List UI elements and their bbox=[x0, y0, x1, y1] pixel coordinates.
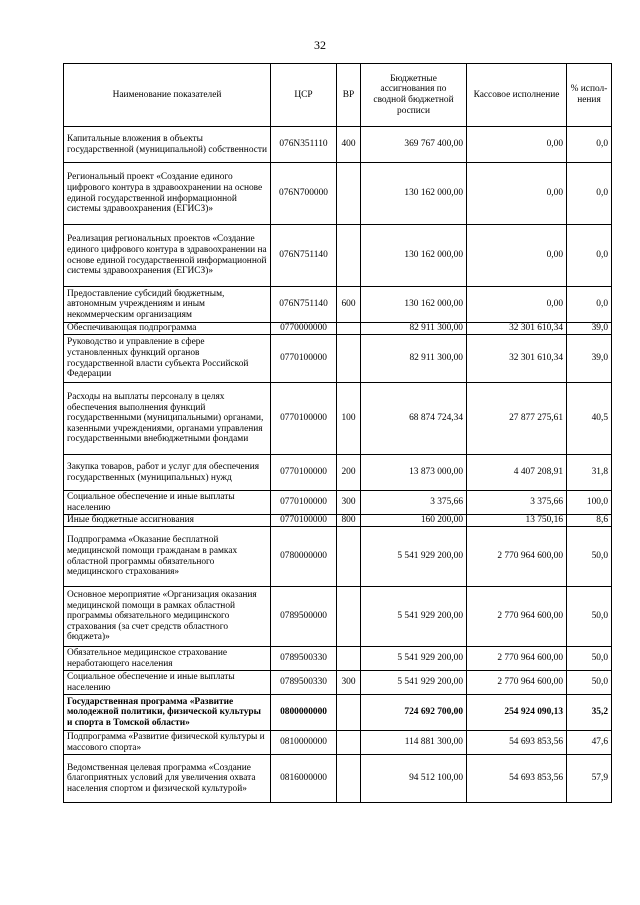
row-percent-cell: 50,0 bbox=[567, 527, 612, 587]
table-body bbox=[64, 127, 612, 803]
table-row bbox=[64, 287, 612, 323]
table-row bbox=[64, 647, 612, 671]
row-code-cell: 0770100000 bbox=[271, 455, 337, 491]
row-execution-cell: 0,00 bbox=[467, 225, 567, 287]
row-assignments-cell: 724 692 700,00 bbox=[361, 695, 467, 731]
row-assignments-cell: 114 881 300,00 bbox=[361, 731, 467, 755]
row-percent-cell: 39,0 bbox=[567, 323, 612, 335]
row-execution-cell: 0,00 bbox=[467, 163, 567, 225]
row-name-cell: Предоставление субсидий бюджетным, автономным учреждениям и иным некоммерческим организациям bbox=[64, 287, 271, 323]
table-header-row bbox=[64, 64, 612, 127]
header-percent: % испол-нения bbox=[567, 64, 612, 127]
row-vr-cell: 300 bbox=[337, 491, 361, 515]
row-percent-cell: 8,6 bbox=[567, 515, 612, 527]
row-name-cell: Социальное обеспечение и иные выплаты населению bbox=[64, 671, 271, 695]
table-row bbox=[64, 491, 612, 515]
row-execution-cell: 4 407 208,91 bbox=[467, 455, 567, 491]
row-percent-cell: 50,0 bbox=[567, 671, 612, 695]
row-percent-cell: 0,0 bbox=[567, 163, 612, 225]
row-vr-cell bbox=[337, 335, 361, 383]
table-row bbox=[64, 163, 612, 225]
row-execution-cell: 54 693 853,56 bbox=[467, 731, 567, 755]
row-code-cell: 0770000000 bbox=[271, 323, 337, 335]
row-assignments-cell: 5 541 929 200,00 bbox=[361, 647, 467, 671]
row-percent-cell: 47,6 bbox=[567, 731, 612, 755]
row-assignments-cell: 68 874 724,34 bbox=[361, 383, 467, 455]
header-assignments: Бюджетные ассигнования по сводной бюджетной росписи bbox=[361, 64, 467, 127]
row-code-cell: 0789500330 bbox=[271, 671, 337, 695]
row-vr-cell: 200 bbox=[337, 455, 361, 491]
row-name-cell: Обеспечивающая подпрограмма bbox=[64, 323, 271, 335]
row-code-cell: 0780000000 bbox=[271, 527, 337, 587]
row-name-cell: Реализация региональных проектов «Создание единого цифрового контура в здравоохранении на основе единой государственной информационной системы здравоохранения (ЕГИСЗ)» bbox=[64, 225, 271, 287]
row-execution-cell: 32 301 610,34 bbox=[467, 335, 567, 383]
row-assignments-cell: 3 375,66 bbox=[361, 491, 467, 515]
row-code-cell: 0770100000 bbox=[271, 491, 337, 515]
table-row bbox=[64, 587, 612, 647]
row-execution-cell: 2 770 964 600,00 bbox=[467, 587, 567, 647]
row-name-cell: Государственная программа «Развитие молодежной политики, физической культуры и спорта в Томской области» bbox=[64, 695, 271, 731]
row-vr-cell bbox=[337, 323, 361, 335]
row-percent-cell: 31,8 bbox=[567, 455, 612, 491]
row-vr-cell: 400 bbox=[337, 127, 361, 163]
row-assignments-cell: 82 911 300,00 bbox=[361, 335, 467, 383]
page-number: 32 bbox=[314, 38, 326, 52]
row-code-cell: 0770100000 bbox=[271, 335, 337, 383]
row-assignments-cell: 130 162 000,00 bbox=[361, 163, 467, 225]
row-name-cell: Капитальные вложения в объекты государственной (муниципальной) собственности bbox=[64, 127, 271, 163]
row-assignments-cell: 130 162 000,00 bbox=[361, 225, 467, 287]
row-name-cell: Руководство и управление в сфере установленных функций органов государственной власти субъекта Российской Федерации bbox=[64, 335, 271, 383]
row-name-cell: Подпрограмма «Оказание бесплатной медицинской помощи гражданам в рамках областной программы обязательного медицинского страхования» bbox=[64, 527, 271, 587]
row-assignments-cell: 5 541 929 200,00 bbox=[361, 527, 467, 587]
row-code-cell: 076N751140 bbox=[271, 287, 337, 323]
row-execution-cell: 2 770 964 600,00 bbox=[467, 671, 567, 695]
row-assignments-cell: 160 200,00 bbox=[361, 515, 467, 527]
row-name-cell: Ведомственная целевая программа «Создание благоприятных условий для увеличения охвата населения спортом и физической культурой» bbox=[64, 755, 271, 803]
table-row bbox=[64, 225, 612, 287]
row-vr-cell bbox=[337, 527, 361, 587]
row-name-cell: Расходы на выплаты персоналу в целях обеспечения выполнения функций государственными (муниципальными) органами, казенными учреждениями, органами управления государственными внебюджетными фондами bbox=[64, 383, 271, 455]
row-code-cell: 0789500330 bbox=[271, 647, 337, 671]
table-row bbox=[64, 515, 612, 527]
row-code-cell: 0816000000 bbox=[271, 755, 337, 803]
row-vr-cell bbox=[337, 225, 361, 287]
row-vr-cell: 100 bbox=[337, 383, 361, 455]
row-code-cell: 0770100000 bbox=[271, 383, 337, 455]
row-vr-cell bbox=[337, 163, 361, 225]
row-vr-cell bbox=[337, 695, 361, 731]
row-code-cell: 0800000000 bbox=[271, 695, 337, 731]
row-execution-cell: 32 301 610,34 bbox=[467, 323, 567, 335]
row-percent-cell: 0,0 bbox=[567, 287, 612, 323]
row-percent-cell: 0,0 bbox=[567, 127, 612, 163]
row-vr-cell bbox=[337, 587, 361, 647]
table-row bbox=[64, 127, 612, 163]
row-assignments-cell: 130 162 000,00 bbox=[361, 287, 467, 323]
row-execution-cell: 13 750,16 bbox=[467, 515, 567, 527]
header-code: ЦСР bbox=[271, 64, 337, 127]
row-code-cell: 076N751140 bbox=[271, 225, 337, 287]
row-vr-cell: 800 bbox=[337, 515, 361, 527]
row-vr-cell bbox=[337, 647, 361, 671]
row-name-cell: Социальное обеспечение и иные выплаты населению bbox=[64, 491, 271, 515]
row-code-cell: 0770100000 bbox=[271, 515, 337, 527]
table-row bbox=[64, 527, 612, 587]
row-execution-cell: 3 375,66 bbox=[467, 491, 567, 515]
row-name-cell: Региональный проект «Создание единого цифрового контура в здравоохранении на основе единой государственной информационной системы здравоохранения (ЕГИСЗ)» bbox=[64, 163, 271, 225]
table-row bbox=[64, 335, 612, 383]
table-row bbox=[64, 383, 612, 455]
row-vr-cell: 300 bbox=[337, 671, 361, 695]
row-code-cell: 0789500000 bbox=[271, 587, 337, 647]
row-vr-cell bbox=[337, 731, 361, 755]
budget-execution-table bbox=[63, 63, 612, 803]
table-row bbox=[64, 695, 612, 731]
row-execution-cell: 0,00 bbox=[467, 127, 567, 163]
table-row bbox=[64, 671, 612, 695]
row-percent-cell: 39,0 bbox=[567, 335, 612, 383]
row-percent-cell: 57,9 bbox=[567, 755, 612, 803]
header-vr: ВР bbox=[337, 64, 361, 127]
row-assignments-cell: 5 541 929 200,00 bbox=[361, 671, 467, 695]
row-code-cell: 0810000000 bbox=[271, 731, 337, 755]
table-row bbox=[64, 755, 612, 803]
row-percent-cell: 50,0 bbox=[567, 647, 612, 671]
row-assignments-cell: 369 767 400,00 bbox=[361, 127, 467, 163]
header-name: Наименование показателей bbox=[64, 64, 271, 127]
row-execution-cell: 27 877 275,61 bbox=[467, 383, 567, 455]
row-assignments-cell: 13 873 000,00 bbox=[361, 455, 467, 491]
header-execution: Кассовое исполнение bbox=[467, 64, 567, 127]
row-name-cell: Закупка товаров, работ и услуг для обеспечения государственных (муниципальных) нужд bbox=[64, 455, 271, 491]
row-execution-cell: 254 924 090,13 bbox=[467, 695, 567, 731]
row-execution-cell: 54 693 853,56 bbox=[467, 755, 567, 803]
row-percent-cell: 0,0 bbox=[567, 225, 612, 287]
row-execution-cell: 0,00 bbox=[467, 287, 567, 323]
table-row bbox=[64, 323, 612, 335]
row-name-cell: Подпрограмма «Развитие физической культуры и массового спорта» bbox=[64, 731, 271, 755]
row-assignments-cell: 5 541 929 200,00 bbox=[361, 587, 467, 647]
row-execution-cell: 2 770 964 600,00 bbox=[467, 527, 567, 587]
row-name-cell: Основное мероприятие «Организация оказания медицинской помощи в рамках областной программы обязательного медицинского страхования (за счет средств областного бюджета)» bbox=[64, 587, 271, 647]
row-code-cell: 076N351110 bbox=[271, 127, 337, 163]
row-execution-cell: 2 770 964 600,00 bbox=[467, 647, 567, 671]
row-percent-cell: 100,0 bbox=[567, 491, 612, 515]
row-assignments-cell: 94 512 100,00 bbox=[361, 755, 467, 803]
row-percent-cell: 50,0 bbox=[567, 587, 612, 647]
table-row bbox=[64, 731, 612, 755]
row-vr-cell: 600 bbox=[337, 287, 361, 323]
row-name-cell: Обязательное медицинское страхование неработающего населения bbox=[64, 647, 271, 671]
row-assignments-cell: 82 911 300,00 bbox=[361, 323, 467, 335]
row-percent-cell: 35,2 bbox=[567, 695, 612, 731]
row-code-cell: 076N700000 bbox=[271, 163, 337, 225]
row-percent-cell: 40,5 bbox=[567, 383, 612, 455]
table-row bbox=[64, 455, 612, 491]
row-vr-cell bbox=[337, 755, 361, 803]
row-name-cell: Иные бюджетные ассигнования bbox=[64, 515, 271, 527]
